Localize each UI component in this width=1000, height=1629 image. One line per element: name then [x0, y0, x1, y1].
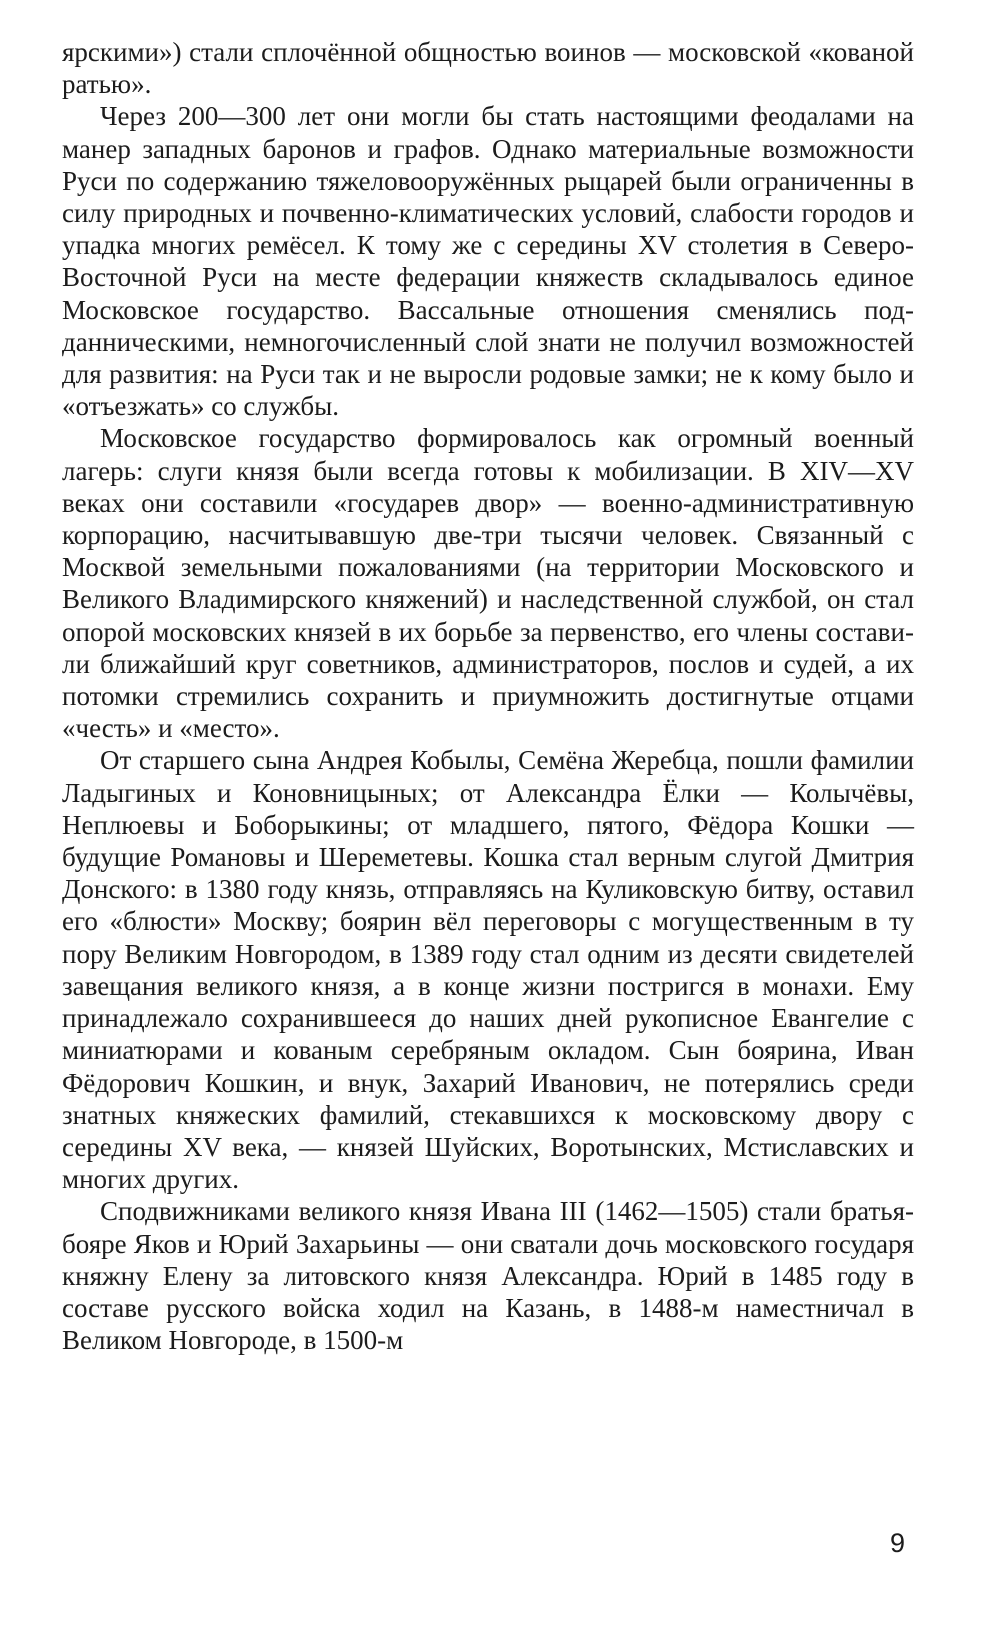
paragraph-1: ярскими») стали сплочённой общностью воинов — московской «кованой ратью». — [62, 37, 914, 100]
paragraph-3: Московское государство формировалось как огромный военный лагерь: слуги князя были всегда готовы к мобилизации. В XIV—XV веках они составили «государев двор» — военно-административную корпорацию, насчитывавшую две-три тысячи человек. Связанный с Москвой земельными пожалованиями (на территории Московского и Великого Владимирского княжений) и наследственной службой, он стал опорой московских князей в их борьбе за первенство, его члены составили ближайший круг советников, администраторов, послов и судей, а их потомки стремились сохранить и приумножить достигнутые отцами «честь» и «место». — [62, 423, 914, 744]
book-page-text — [62, 36, 914, 1356]
paragraph-5: Сподвижниками великого князя Ивана III (1462—1505) стали братья-бояре Яков и Юрий Захарьины — они сватали дочь московского государя княжну Елену за литовского князя Александра. Юрий в 1485 году в составе русского войска ходил на Казань, в 1488-м наместничал в Великом Новгороде, в 1500-м — [62, 1196, 914, 1356]
page-number: 9 — [889, 1528, 905, 1558]
paragraph-2: Через 200—300 лет они могли бы стать настоящими феодалами на манер западных баронов и графов. Однако материальные возможности Руси по содержанию тяжеловооружённых рыцарей были ограниченны в силу природных и почвенно-климатических условий, слабости городов и упадка многих ремёсел. К тому же с середины XV столетия в Северо-Восточной Руси на месте федерации княжеств складывалось единое Московское государство. Вассальные отношения сменялись подданническими, немногочисленный слой знати не получил возможностей для развития: на Руси так и не выросли родовые замки; не к кому было и «отъезжать» со службы. — [62, 101, 914, 422]
paragraph-4: От старшего сына Андрея Кобылы, Семёна Жеребца, пошли фамилии Ладыгиных и Коновницыных; от Александра Ёлки — Колычёвы, Неплюевы и Боборыкины; от младшего, пятого, Фёдора Кошки — будущие Романовы и Шереметевы. Кошка стал верным слугой Дмитрия Донского: в 1380 году князь, отправляясь на Куликовскую битву, оставил его «блюсти» Москву; боярин вёл переговоры с могущественным в ту пору Великим Новгородом, в 1389 году стал одним из десяти свидетелей завещания великого князя, а в конце жизни постригся в монахи. Ему принадлежало сохранившееся до наших дней рукописное Евангелие с миниатюрами и кованым серебряным окладом. Сын боярина, Иван Фёдорович Кошкин, и внук, Захарий Иванович, не потерялись среди знатных княжеских фамилий, стекавшихся к московскому двору с середины XV века, — князей Шуйских, Воротынских, Мстиславских и многих других. — [62, 745, 914, 1195]
